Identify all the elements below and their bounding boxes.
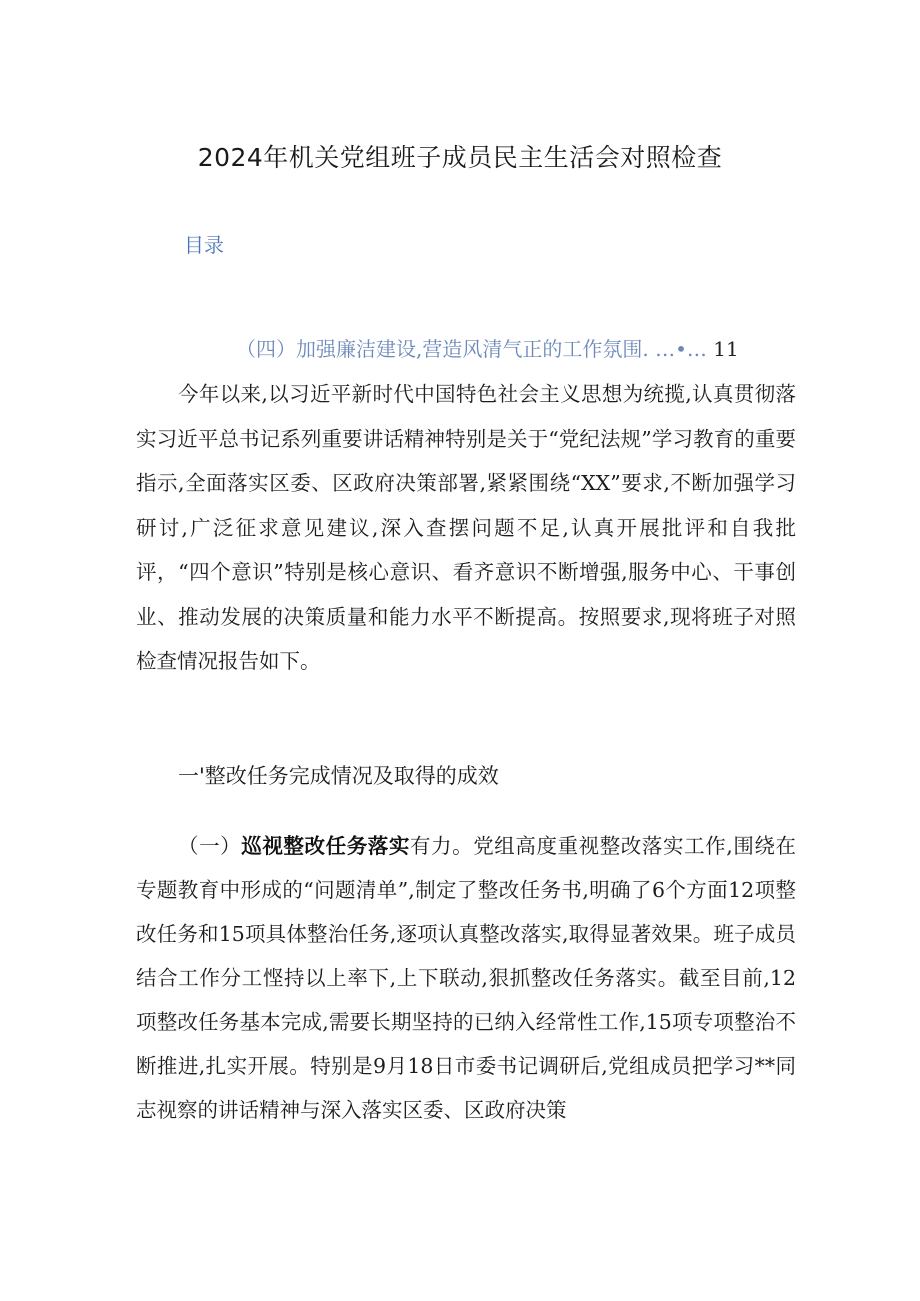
- intro-paragraph: 今年以来,以习近平新时代中国特色社会主义思想为统揽,认真贯彻落实习近平总书记系列重要讲话精神特别是关于“党纪法规”学习教育的重要指示,全面落实区委、区政府决策部署,紧紧围绕“XX”要求,不断加强学习研讨,广泛征求意见建议,深入查摆问题不足,认真开展批评和自我批评，“四个意识”特别是核心意识、看齐意识不断增强,服务中心、干事创业、推动发展的决策质量和能力水平不断提高。按照要求,现将班子对照检查情况报告如下。: [136, 382, 796, 673]
- paragraph-prefix: （一）: [178, 834, 242, 858]
- section-paragraph: [136, 824, 796, 1132]
- paragraph-bold-lead: 巡视整改任务落实: [241, 834, 410, 858]
- paragraph-text: 有力。党组高度重视整改落实工作,围绕在专题教育中形成的“问题清单”,制定了整改任务书,明确了6个方面12项整改任务和15项具体整治任务,逐项认真整改落实,取得显著效果。班子成员结合工作分工悭持以上率下,上下联动,狠抓整改任务落实。截至目前,12项整改任务基本完成,需要长期坚持的已纳入经常性工作,15项专项整治不断推进,扎实开展。特别是9月18日市委书记调研后,党组成员把学习**同志视察的讲话精神与深入落实区委、区政府决策: [136, 834, 797, 1122]
- toc-heading: 目录: [184, 233, 224, 257]
- toc-entry-page-number: 11: [713, 337, 739, 361]
- toc-entry-leader: …•…: [655, 337, 707, 361]
- toc-entry-label: （四）加强廉洁建设,营造风清气正的工作氛围.: [236, 337, 649, 361]
- toc-entry[interactable]: [236, 333, 739, 362]
- document-title: 2024年机关党组班子成员民主生活会对照检查: [197, 143, 723, 172]
- section-heading: 一'整改任务完成情况及取得的成效: [178, 764, 499, 788]
